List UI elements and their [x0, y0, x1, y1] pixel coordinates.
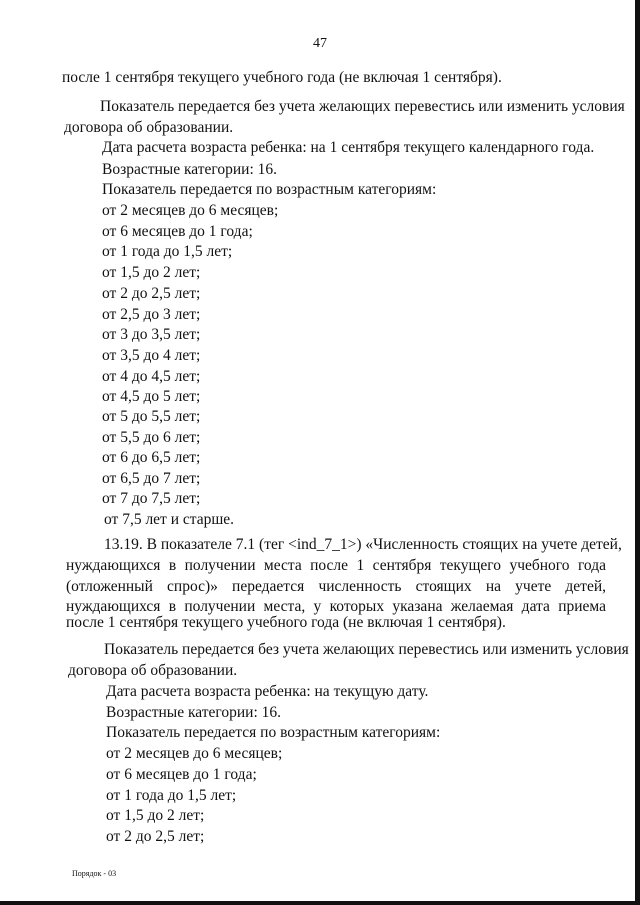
block1-age-item: от 2 месяцев до 6 месяцев; [102, 202, 279, 219]
block1-age-item: от 6,5 до 7 лет; [102, 470, 201, 487]
page-number: 47 [313, 36, 327, 51]
block1-age-item: от 7,5 лет и старше. [104, 511, 235, 528]
block1-age-item: от 7 до 7,5 лет; [102, 490, 201, 507]
block2-note-line1: Показатель передается без учета желающих перевестись или изменить условия [104, 641, 629, 658]
scan-border-right [635, 0, 640, 905]
section-13-19-line1: 13.19. В показателе 7.1 (тег <ind_7_1>) «Численность стоящих на учете детей, [104, 536, 622, 553]
block1-age-categories: Возрастные категории: 16. [102, 161, 278, 178]
section-13-19-line4: нуждающихся в получении места, у которых указана желаемая дата приема [66, 598, 606, 615]
block1-age-item: от 1,5 до 2 лет; [102, 264, 201, 281]
block1-age-item: от 4 до 4,5 лет; [102, 368, 201, 385]
block1-age-item: от 2 до 2,5 лет; [102, 285, 201, 302]
block1-age-item: от 2,5 до 3 лет; [102, 306, 201, 323]
block2-by-age: Показатель передается по возрастным категориям: [106, 724, 441, 741]
block2-age-item: от 1 года до 1,5 лет; [106, 787, 237, 804]
block2-age-item: от 2 месяцев до 6 месяцев; [106, 745, 283, 762]
block2-age-item: от 6 месяцев до 1 года; [106, 766, 257, 783]
block1-age-item: от 5,5 до 6 лет; [102, 429, 201, 446]
block1-age-item: от 5 до 5,5 лет; [102, 408, 201, 425]
block1-by-age: Показатель передается по возрастным категориям: [102, 181, 437, 198]
scan-border-bottom [0, 901, 640, 905]
block2-age-categories: Возрастные категории: 16. [106, 704, 282, 721]
section-13-19-line3: (отложенный спрос)» передается численность стоящих на учете детей, [66, 578, 606, 595]
block1-age-item: от 1 года до 1,5 лет; [102, 243, 233, 260]
block1-note-line1: Показатель передается без учета желающих перевестись или изменить условия [100, 98, 625, 115]
footer-label: Порядок - 03 [72, 869, 117, 878]
block1-age-item: от 6 до 6,5 лет; [102, 449, 201, 466]
block2-age-item: от 2 до 2,5 лет; [106, 828, 205, 845]
section-13-19-line2: нуждающихся в получении места после 1 сентября текущего учебного года [66, 557, 606, 574]
block2-date-calc: Дата расчета возраста ребенка: на текущую дату. [106, 683, 429, 700]
section-13-19-line5: после 1 сентября текущего учебного года (не включая 1 сентября). [66, 614, 506, 631]
block1-date-calc: Дата расчета возраста ребенка: на 1 сентября текущего календарного года. [102, 139, 595, 156]
block1-age-item: от 3,5 до 4 лет; [102, 347, 201, 364]
block1-age-item: от 3 до 3,5 лет; [102, 326, 201, 343]
block1-age-item: от 4,5 до 5 лет; [102, 388, 201, 405]
block1-age-item: от 6 месяцев до 1 года; [102, 223, 253, 240]
intro-line: после 1 сентября текущего учебного года (не включая 1 сентября). [62, 69, 502, 86]
block1-note-line2: договора об образовании. [64, 119, 234, 136]
block2-age-item: от 1,5 до 2 лет; [106, 807, 205, 824]
block2-note-line2: договора об образовании. [68, 662, 238, 679]
